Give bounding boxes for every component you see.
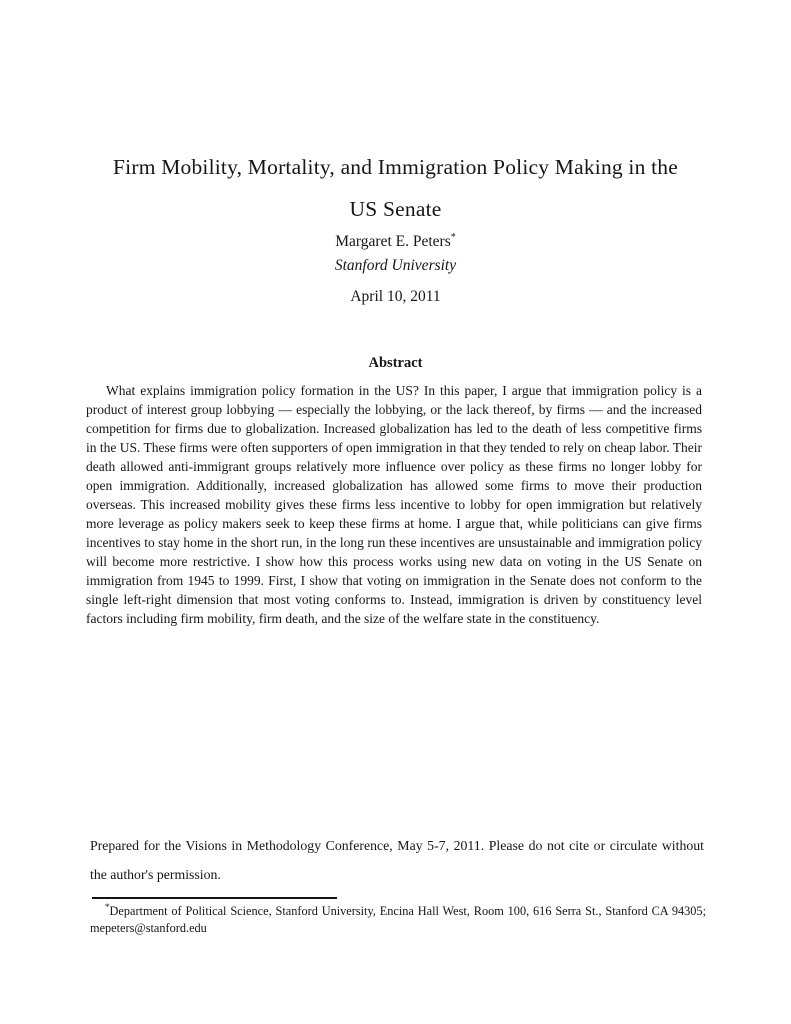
author-name: [0, 230, 791, 254]
abstract-body: What explains immigration policy formation in the US? In this paper, I argue that immigration policy is a product of interest group lobbying — especially the lobbying, or the lack thereof, by firms — and the increased competition for firms due to globalization. Increased globalization has led to the death of less competitive firms in the US. These firms were often supporters of open immigration in that they tended to rely on cheap labor. Their death allowed anti-immigrant groups relatively more influence over policy as these firms no longer lobby for open immigration. Additionally, increased globalization has allowed some firms to move their production overseas. This increased mobility gives these firms less incentive to lobby for open immigration but relatively more leverage as policy makers seek to keep these firms at home. I argue that, while politicians can give firms incentives to stay home in the short run, in the long run these incentives are unsustainable and immigration policy will become more restrictive. I show how this process works using new data on voting in the US Senate on immigration from 1945 to 1999. First, I show that voting on immigration in the Senate does not conform to the single left-right dimension that most voting conforms to. Instead, immigration is driven by constituency level factors including firm mobility, firm death, and the size of the welfare state in the constituency.: [86, 383, 702, 626]
footnote-text: Department of Political Science, Stanford University, Encina Hall West, Room 100, 616 Serra St., Stanford CA 94305; mepeters@stanford.edu: [90, 904, 706, 935]
footnote-rule: [92, 897, 337, 899]
footnote-marker: *: [105, 901, 110, 912]
paper-title: Firm Mobility, Mortality, and Immigration Policy Making in the US Senate: [113, 155, 678, 221]
author-affiliation: Stanford University: [334, 257, 457, 274]
author-footnote: [90, 903, 706, 936]
abstract-heading: Abstract: [368, 355, 423, 371]
author-block: [0, 230, 791, 309]
paper-date: April 10, 2011: [350, 288, 441, 305]
author-name-text: Margaret E. Peters: [335, 233, 451, 250]
author-footnote-marker: *: [450, 231, 456, 243]
conference-note: Prepared for the Visions in Methodology Conference, May 5-7, 2011. Please do not cite or circulate without the author's permission.: [90, 838, 704, 882]
